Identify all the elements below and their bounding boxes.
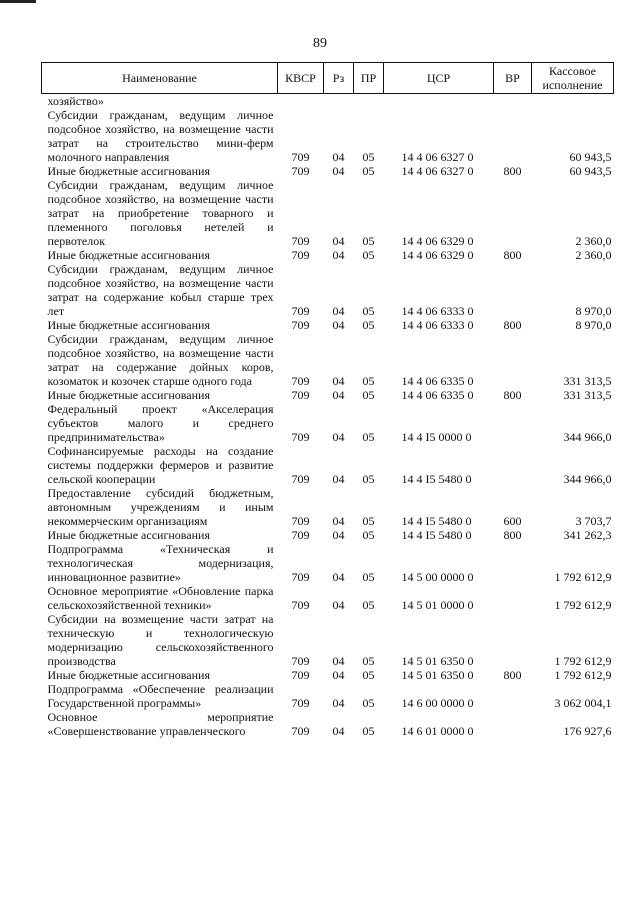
- cell-csr: 14 4 I5 5480 0: [401, 528, 472, 542]
- table-row: [42, 542, 614, 584]
- cell-vr: [494, 584, 532, 612]
- cell-vr: [494, 542, 532, 584]
- cell-pr: 05: [362, 164, 375, 178]
- table-row: [42, 262, 614, 318]
- cell-rz: 04: [332, 472, 345, 486]
- cell-amount: 344 966,0: [563, 472, 612, 486]
- cell-pr: 05: [362, 514, 375, 528]
- cell-vr: 800: [503, 164, 522, 178]
- cell-rz: 04: [332, 234, 345, 248]
- cell-name: Основное мероприятие «Совершенствование управленческого: [47, 710, 274, 738]
- cell-pr: 05: [362, 570, 375, 584]
- header-amount-line2: исполнение: [542, 78, 603, 92]
- cell-rz: 04: [332, 374, 345, 388]
- cell-name: Иные бюджетные ассигнования: [47, 668, 210, 682]
- table-row: [42, 178, 614, 248]
- cell-pr: 05: [362, 472, 375, 486]
- cell-vr: [494, 402, 532, 444]
- cell-kvsr: [278, 94, 324, 109]
- cell-kvsr: 709: [291, 696, 310, 710]
- cell-amount: 331 313,5: [563, 388, 612, 402]
- cell-name: хозяйство»: [47, 94, 104, 108]
- cell-name: Иные бюджетные ассигнования: [47, 164, 210, 178]
- cell-vr: [494, 682, 532, 710]
- cell-amount: 2 360,0: [575, 248, 612, 262]
- cell-kvsr: 709: [291, 164, 310, 178]
- page-number: 89: [313, 36, 327, 51]
- cell-rz: 04: [332, 248, 345, 262]
- cell-pr: 05: [362, 654, 375, 668]
- cell-vr: [494, 94, 532, 109]
- cell-kvsr: 709: [291, 234, 310, 248]
- cell-amount: 331 313,5: [563, 374, 612, 388]
- cell-csr: 14 5 01 0000 0: [401, 598, 474, 612]
- cell-pr: 05: [362, 724, 375, 738]
- header-amount-line1: Кассовое: [549, 64, 596, 78]
- cell-csr: 14 5 01 6350 0: [401, 654, 474, 668]
- cell-csr: 14 4 06 6329 0: [401, 234, 474, 248]
- cell-csr: 14 4 I5 5480 0: [401, 514, 472, 528]
- cell-name: Иные бюджетные ассигнования: [47, 248, 210, 262]
- cell-amount: 8 970,0: [575, 304, 612, 318]
- cell-pr: 05: [362, 318, 375, 332]
- cell-csr: 14 4 06 6327 0: [401, 150, 474, 164]
- cell-amount: 60 943,5: [569, 150, 612, 164]
- cell-amount: 1 792 612,9: [554, 570, 612, 584]
- header-csr: ЦСР: [384, 63, 494, 94]
- cell-rz: 04: [332, 668, 345, 682]
- cell-pr: 05: [362, 374, 375, 388]
- cell-vr: 800: [503, 388, 522, 402]
- table-row: [42, 612, 614, 668]
- header-vr: ВР: [494, 63, 532, 94]
- cell-csr: 14 6 01 0000 0: [401, 724, 474, 738]
- cell-pr: 05: [362, 234, 375, 248]
- cell-rz: 04: [332, 654, 345, 668]
- cell-kvsr: 709: [291, 472, 310, 486]
- cell-pr: 05: [362, 388, 375, 402]
- cell-amount: 344 966,0: [563, 430, 612, 444]
- cell-kvsr: 709: [291, 514, 310, 528]
- cell-vr: [494, 178, 532, 248]
- cell-csr: 14 4 06 6335 0: [401, 374, 474, 388]
- cell-amount: 1 792 612,9: [554, 654, 612, 668]
- cell-vr: 600: [503, 514, 522, 528]
- table-row: [42, 710, 614, 738]
- cell-rz: 04: [332, 528, 345, 542]
- cell-kvsr: 709: [291, 528, 310, 542]
- table-row: [42, 444, 614, 486]
- cell-rz: 04: [332, 164, 345, 178]
- cell-name: Подпрограмма «Обеспечение реализации Государственной программы»: [47, 682, 274, 710]
- table-row: [42, 108, 614, 164]
- cell-pr: 05: [362, 150, 375, 164]
- cell-vr: 800: [503, 528, 522, 542]
- table-row: [42, 94, 614, 109]
- header-amount: [532, 63, 614, 94]
- cell-rz: 04: [332, 150, 345, 164]
- cell-csr: 14 4 I5 0000 0: [401, 430, 472, 444]
- cell-name: Предоставление субсидий бюджетным, автономным учреждениям и иным некоммерческим организациям: [47, 486, 274, 528]
- table-row: [42, 682, 614, 710]
- cell-kvsr: 709: [291, 598, 310, 612]
- cell-name: Иные бюджетные ассигнования: [47, 528, 210, 542]
- cell-pr: 05: [362, 304, 375, 318]
- table-header-row: [42, 63, 614, 94]
- cell-amount: 176 927,6: [563, 724, 612, 738]
- cell-rz: 04: [332, 304, 345, 318]
- cell-rz: [324, 94, 354, 109]
- cell-name: Субсидии на возмещение части затрат на техническую и технологическую модернизацию сельскохозяйственного производства: [47, 612, 274, 668]
- header-name: Наименование: [42, 63, 278, 94]
- cell-rz: 04: [332, 598, 345, 612]
- cell-csr: 14 4 06 6333 0: [401, 304, 474, 318]
- cell-pr: 05: [362, 668, 375, 682]
- cell-kvsr: 709: [291, 150, 310, 164]
- cell-csr: 14 5 01 6350 0: [401, 668, 474, 682]
- cell-kvsr: 709: [291, 304, 310, 318]
- cell-vr: [494, 262, 532, 318]
- table-row: [42, 332, 614, 388]
- cell-rz: 04: [332, 514, 345, 528]
- cell-name: Иные бюджетные ассигнования: [47, 318, 210, 332]
- cell-csr: 14 4 06 6333 0: [401, 318, 474, 332]
- cell-rz: 04: [332, 696, 345, 710]
- header-rz: Рз: [324, 63, 354, 94]
- cell-pr: 05: [362, 430, 375, 444]
- cell-rz: 04: [332, 318, 345, 332]
- cell-name: Субсидии гражданам, ведущим личное подсобное хозяйство, на возмещение части затрат на строительство мини-ферм молочного направления: [47, 108, 274, 164]
- cell-pr: 05: [362, 696, 375, 710]
- cell-name: Субсидии гражданам, ведущим личное подсобное хозяйство, на возмещение части затрат на содержание дойных коров, козоматок и козочек старше одного года: [47, 332, 274, 388]
- cell-csr: 14 6 00 0000 0: [401, 696, 474, 710]
- cell-amount: 1 792 612,9: [554, 668, 612, 682]
- cell-kvsr: 709: [291, 724, 310, 738]
- cell-name: Подпрограмма «Техническая и технологическая модернизация, инновационное развитие»: [47, 542, 274, 584]
- cell-amount: 3 062 004,1: [554, 696, 612, 710]
- header-kvsr: КВСР: [278, 63, 324, 94]
- cell-vr: 800: [503, 248, 522, 262]
- cell-name: Основное мероприятие «Обновление парка сельскохозяйственной техники»: [47, 584, 274, 612]
- table-row: [42, 388, 614, 402]
- table-row: [42, 164, 614, 178]
- cell-csr: 14 4 06 6329 0: [401, 248, 474, 262]
- cell-csr: 14 4 06 6335 0: [401, 388, 474, 402]
- cell-kvsr: 709: [291, 668, 310, 682]
- cell-vr: [494, 710, 532, 738]
- cell-kvsr: 709: [291, 388, 310, 402]
- cell-vr: [494, 108, 532, 164]
- cell-rz: 04: [332, 388, 345, 402]
- cell-csr: [384, 94, 494, 109]
- table-row: [42, 668, 614, 682]
- cell-pr: [354, 94, 384, 109]
- cell-vr: [494, 444, 532, 486]
- cell-csr: 14 4 I5 5480 0: [401, 472, 472, 486]
- cell-amount: [532, 94, 614, 109]
- table-row: [42, 402, 614, 444]
- cell-rz: 04: [332, 724, 345, 738]
- cell-name: Субсидии гражданам, ведущим личное подсобное хозяйство, на возмещение части затрат на приобретение товарного и племенного поголовья нетелей и первотелок: [47, 178, 274, 248]
- cell-kvsr: 709: [291, 570, 310, 584]
- cell-amount: 8 970,0: [575, 318, 612, 332]
- cell-kvsr: 709: [291, 654, 310, 668]
- cell-vr: 800: [503, 318, 522, 332]
- cell-amount: 3 703,7: [575, 514, 612, 528]
- budget-execution-table: [41, 62, 614, 738]
- table-row: [42, 486, 614, 528]
- table-row: [42, 528, 614, 542]
- cell-name: Иные бюджетные ассигнования: [47, 388, 210, 402]
- cell-name: Федеральный проект «Акселерация субъектов малого и среднего предпринимательства»: [47, 402, 274, 444]
- cell-pr: 05: [362, 528, 375, 542]
- cell-vr: 800: [503, 668, 522, 682]
- cell-vr: [494, 612, 532, 668]
- cell-name: Субсидии гражданам, ведущим личное подсобное хозяйство, на возмещение части затрат на содержание кобыл старше трех лет: [47, 262, 274, 318]
- cell-pr: 05: [362, 598, 375, 612]
- table-row: [42, 584, 614, 612]
- scan-edge-mark: [0, 0, 36, 3]
- cell-kvsr: 709: [291, 374, 310, 388]
- cell-kvsr: 709: [291, 430, 310, 444]
- header-pr: ПР: [354, 63, 384, 94]
- cell-amount: 2 360,0: [575, 234, 612, 248]
- cell-amount: 60 943,5: [569, 164, 612, 178]
- cell-kvsr: 709: [291, 248, 310, 262]
- cell-csr: 14 4 06 6327 0: [401, 164, 474, 178]
- cell-csr: 14 5 00 0000 0: [401, 570, 474, 584]
- cell-rz: 04: [332, 570, 345, 584]
- table-row: [42, 318, 614, 332]
- cell-vr: [494, 332, 532, 388]
- cell-kvsr: 709: [291, 318, 310, 332]
- cell-pr: 05: [362, 248, 375, 262]
- cell-amount: 1 792 612,9: [554, 598, 612, 612]
- cell-name: Софинансируемые расходы на создание системы поддержки фермеров и развитие сельской кооперации: [47, 444, 274, 486]
- cell-rz: 04: [332, 430, 345, 444]
- cell-amount: 341 262,3: [563, 528, 612, 542]
- table-row: [42, 248, 614, 262]
